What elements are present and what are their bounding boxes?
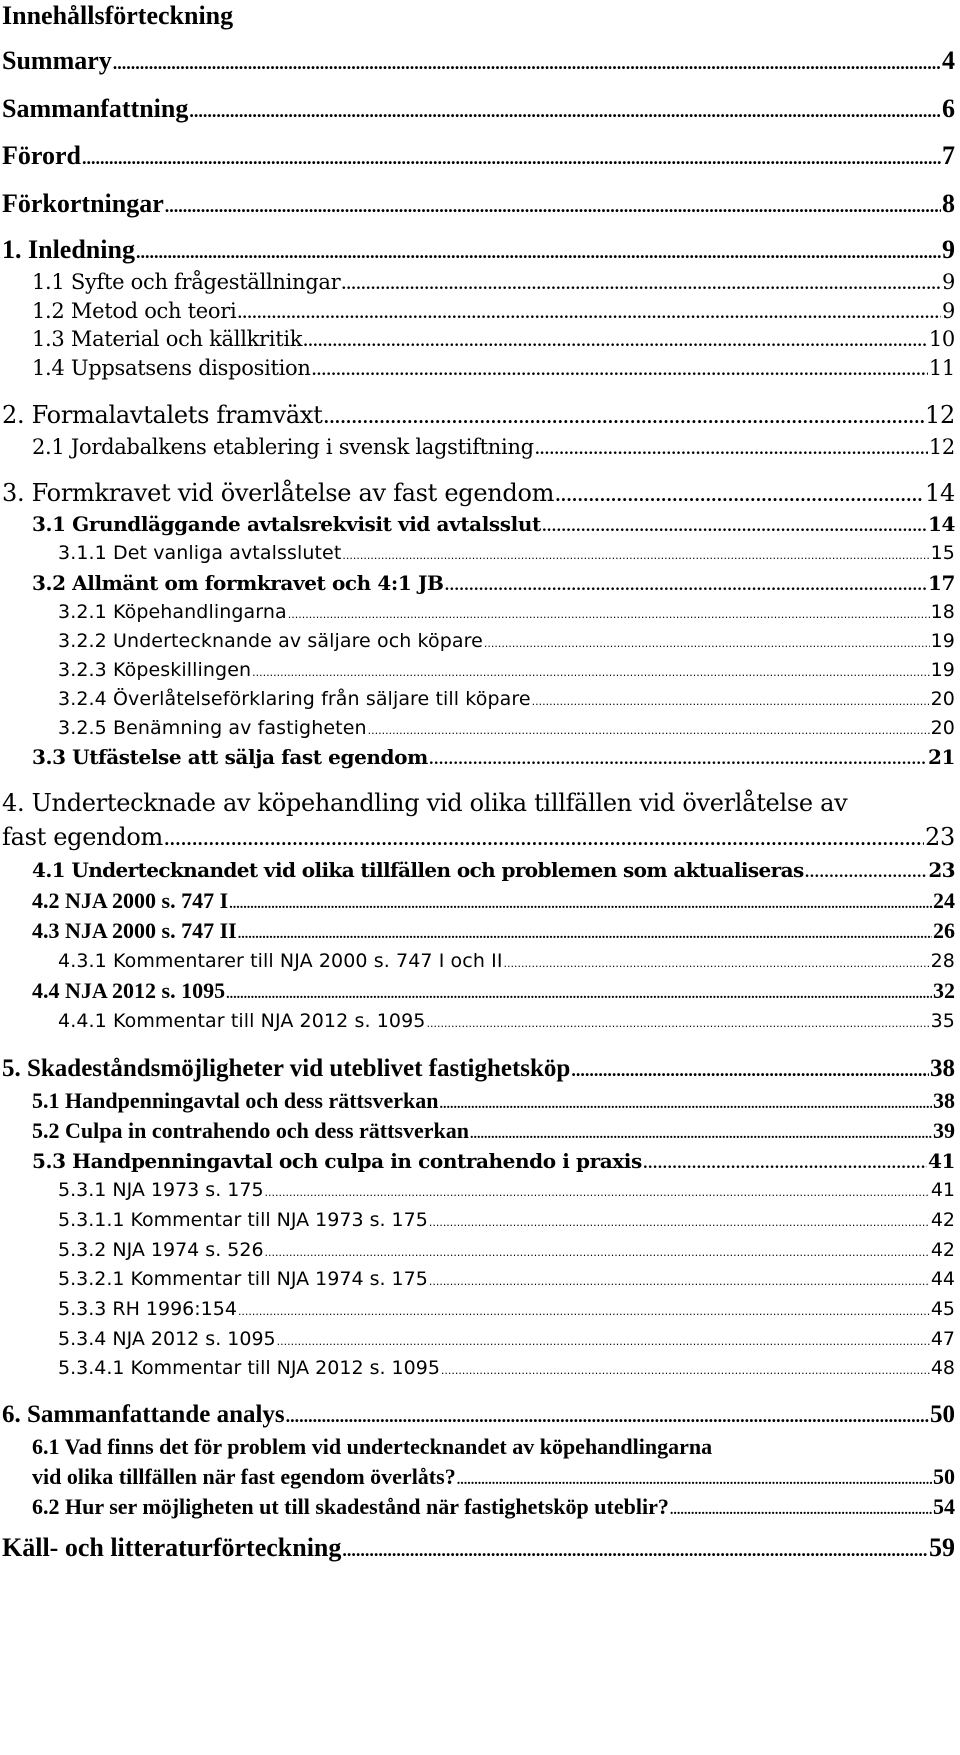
toc-entry-title: 3.2.3 Köpeskillingen <box>58 659 252 681</box>
toc-entry-page: 23 <box>925 823 955 851</box>
toc-entry[interactable] <box>32 1087 955 1115</box>
toc-entry-title: 3.1 Grundläggande avtalsrekvisit vid avtalsslut <box>32 512 541 536</box>
dot-leader <box>252 660 929 686</box>
dot-leader <box>324 402 925 434</box>
toc-entry-page: 28 <box>930 950 955 972</box>
dot-leader <box>555 480 924 512</box>
toc-entry[interactable] <box>32 977 955 1005</box>
toc-entry-title: fast egendom <box>2 823 163 851</box>
dot-leader <box>532 689 930 715</box>
toc-entry-page: 35 <box>930 1010 955 1032</box>
toc-entry-title: 3.2.2 Undertecknande av säljare och köpare <box>58 630 483 652</box>
dot-leader <box>165 189 941 223</box>
toc-entry-title: Förord <box>2 141 81 170</box>
toc-entry-title: 5.2 Culpa in contrahendo och dess rättsverkan <box>32 1118 469 1143</box>
toc-entry-page: 59 <box>929 1533 955 1562</box>
toc-entry[interactable] <box>32 268 955 296</box>
toc-entry-page: 7 <box>942 141 955 170</box>
toc-entry[interactable] <box>58 1237 955 1263</box>
toc-entry-page: 39 <box>933 1118 955 1143</box>
toc-entry-page: 17 <box>927 571 955 595</box>
toc-entry-page: 44 <box>930 1268 955 1290</box>
toc-entry[interactable] <box>32 325 955 353</box>
dot-leader <box>265 1240 930 1266</box>
dot-leader <box>484 631 930 657</box>
toc-entry-page: 42 <box>930 1209 955 1231</box>
dot-leader <box>426 1011 929 1037</box>
toc-entry-page: 20 <box>930 688 955 710</box>
toc-entry[interactable] <box>2 399 955 431</box>
toc-entry-page: 54 <box>933 1494 955 1519</box>
dot-leader <box>535 436 928 464</box>
toc-entry[interactable] <box>2 233 955 267</box>
toc-entry-page: 41 <box>930 1179 955 1201</box>
toc-entry-page: 45 <box>930 1298 955 1320</box>
toc-entry-title: 2. Formalavtalets framväxt <box>2 401 323 429</box>
dot-leader <box>303 328 928 356</box>
dot-leader <box>288 602 930 628</box>
toc-entry-page: 19 <box>930 630 955 652</box>
toc-entry-page: 32 <box>933 978 955 1003</box>
dot-leader <box>82 141 941 175</box>
dot-leader <box>237 300 941 328</box>
toc-heading: Innehållsförteckning <box>2 1 234 30</box>
toc-entry-page: 26 <box>933 918 955 943</box>
dot-leader <box>229 891 932 919</box>
toc-entry[interactable] <box>58 1355 955 1381</box>
dot-leader <box>643 1150 927 1178</box>
toc-entry-page: 12 <box>925 401 955 429</box>
dot-leader <box>341 271 941 299</box>
toc-entry-page: 23 <box>928 858 955 882</box>
toc-entry-title: 3.1.1 Det vanliga avtalsslutet <box>58 542 342 564</box>
toc-entry[interactable] <box>32 887 955 915</box>
dot-leader <box>164 824 924 856</box>
dot-leader <box>571 1053 929 1087</box>
dot-leader <box>136 235 941 269</box>
dot-leader <box>504 951 930 977</box>
toc-entry-page: 50 <box>930 1401 955 1428</box>
toc-entry-page: 18 <box>930 601 955 623</box>
toc-entry-page: 8 <box>942 189 955 218</box>
toc-entry[interactable] <box>58 628 955 654</box>
toc-entry[interactable] <box>58 1266 955 1292</box>
toc-entry-page: 9 <box>941 299 955 323</box>
dot-leader <box>113 46 941 80</box>
toc-entry-page: 6 <box>942 94 955 123</box>
toc-entry[interactable] <box>32 743 955 771</box>
dot-leader <box>226 981 932 1009</box>
toc-entry[interactable] <box>58 657 955 683</box>
toc-entry-page: 15 <box>930 542 955 564</box>
toc-entry-title: 3.2.4 Överlåtelseförklaring från säljare till köpare <box>58 688 531 710</box>
toc-entry[interactable] <box>2 44 955 78</box>
toc-entry-page: 4 <box>942 46 955 75</box>
dot-leader <box>342 543 929 569</box>
toc-entry[interactable] <box>32 1493 955 1521</box>
toc-entry-page: 11 <box>928 356 955 380</box>
dot-leader <box>445 572 927 600</box>
dot-leader <box>429 1269 930 1295</box>
toc-entry-page: 19 <box>930 659 955 681</box>
toc-entry-page: 24 <box>933 888 955 913</box>
toc-entry-title: 1.4 Uppsatsens disposition <box>32 356 311 380</box>
toc-entry-title: 5.1 Handpenningavtal och dess rättsverkan <box>32 1088 439 1113</box>
toc-entry-title: 3.2 Allmänt om formkravet och 4:1 JB <box>32 571 444 595</box>
toc-entry[interactable] <box>32 917 955 945</box>
dot-leader <box>238 1299 930 1325</box>
toc-entry-title: 4.2 NJA 2000 s. 747 I <box>32 888 229 913</box>
toc-entry-first-line[interactable]: 4. Undertecknade av köpehandling vid olika tillfällen vid överlåtelse av <box>2 789 848 817</box>
toc-entry-title: Käll- och litteraturförteckning <box>2 1533 342 1562</box>
toc-entry-title: vid olika tillfällen när fast egendom överlåts? <box>32 1464 456 1489</box>
toc-entry[interactable] <box>58 540 955 566</box>
toc-entry[interactable] <box>2 821 955 853</box>
toc-entry[interactable] <box>2 1398 955 1432</box>
toc-entry-page: 38 <box>930 1055 955 1082</box>
toc-entry[interactable] <box>58 1008 955 1034</box>
toc-entry-title: 5. Skadeståndsmöjligheter vid uteblivet fastighetsköp <box>2 1055 571 1082</box>
dot-leader <box>286 1399 929 1433</box>
dot-leader <box>805 859 928 887</box>
toc-entry-title: 5.3.4 NJA 2012 s. 1095 <box>58 1328 276 1350</box>
toc-entry-title: 3.2.1 Köpehandlingarna <box>58 601 287 623</box>
toc-entry-first-line[interactable]: 6.1 Vad finns det för problem vid undertecknandet av köpehandlingarna <box>32 1434 713 1459</box>
toc-entry-page: 42 <box>930 1239 955 1261</box>
dot-leader <box>368 718 930 744</box>
toc-entry-page: 14 <box>927 512 955 536</box>
toc-entry[interactable] <box>2 139 955 173</box>
toc-entry-title: 4.3 NJA 2000 s. 747 II <box>32 918 237 943</box>
toc-entry-title: Sammanfattning <box>2 94 189 123</box>
dot-leader <box>542 513 927 541</box>
toc-entry[interactable] <box>2 1531 955 1565</box>
toc-entry[interactable] <box>58 948 955 974</box>
dot-leader <box>457 1467 932 1495</box>
toc-entry[interactable] <box>2 187 955 221</box>
toc-entry-title: 5.3.1.1 Kommentar till NJA 1973 s. 175 <box>58 1209 428 1231</box>
toc-entry-title: 5.3.1 NJA 1973 s. 175 <box>58 1179 264 1201</box>
toc-entry-page: 10 <box>928 327 955 351</box>
toc-entry-page: 21 <box>927 745 955 769</box>
toc-entry[interactable] <box>32 354 955 382</box>
toc-entry[interactable] <box>58 1177 955 1203</box>
dot-leader <box>670 1497 932 1525</box>
dot-leader <box>342 1533 928 1567</box>
toc-entry[interactable] <box>32 510 955 538</box>
toc-entry-page: 50 <box>933 1464 955 1489</box>
dot-leader <box>439 1091 932 1119</box>
toc-entry-page: 20 <box>930 717 955 739</box>
toc-entry-title: 1.1 Syfte och frågeställningar <box>32 270 341 294</box>
toc-entry[interactable] <box>58 686 955 712</box>
toc-entry[interactable] <box>58 599 955 625</box>
toc-entry-page: 47 <box>930 1328 955 1350</box>
toc-entry[interactable] <box>32 1463 955 1491</box>
toc-entry-page: 14 <box>925 479 955 507</box>
toc-entry-page: 9 <box>942 235 955 264</box>
toc-entry-title: 4.4 NJA 2012 s. 1095 <box>32 978 226 1003</box>
toc-entry[interactable] <box>58 1326 955 1352</box>
toc-entry-title: 3.2.5 Benämning av fastigheten <box>58 717 367 739</box>
toc-entry-title: 1.3 Material och källkritik <box>32 327 303 351</box>
toc-entry-title: 5.3.2.1 Kommentar till NJA 1974 s. 175 <box>58 1268 428 1290</box>
dot-leader <box>189 94 941 128</box>
toc-entry-title: 5.3.4.1 Kommentar till NJA 2012 s. 1095 <box>58 1357 440 1379</box>
toc-entry[interactable] <box>32 856 955 884</box>
toc-entry-title: Förkortningar <box>2 189 164 218</box>
toc-entry-page: 12 <box>928 435 955 459</box>
toc-entry-title: 4.3.1 Kommentarer till NJA 2000 s. 747 I och II <box>58 950 503 972</box>
toc-entry-title: 4.1 Undertecknandet vid olika tillfällen och problemen som aktualiseras <box>32 858 804 882</box>
toc-entry-title: 4.4.1 Kommentar till NJA 2012 s. 1095 <box>58 1010 426 1032</box>
toc-entry-title: 6. Sammanfattande analys <box>2 1401 285 1428</box>
dot-leader <box>312 357 928 385</box>
dot-leader <box>470 1121 932 1149</box>
toc-entry[interactable] <box>32 1117 955 1145</box>
toc-entry[interactable] <box>32 433 955 461</box>
toc-entry[interactable] <box>2 1052 955 1086</box>
dot-leader <box>238 921 932 949</box>
toc-entry-title: 6.2 Hur ser möjligheten ut till skadestånd när fastighetsköp uteblir? <box>32 1494 669 1519</box>
toc-entry-page: 41 <box>927 1149 955 1173</box>
toc-entry-title: 3. Formkravet vid överlåtelse av fast egendom <box>2 479 555 507</box>
dot-leader <box>429 746 927 774</box>
toc-entry[interactable] <box>32 569 955 597</box>
toc-entry[interactable] <box>58 1207 955 1233</box>
toc-entry-title: 2.1 Jordabalkens etablering i svensk lagstiftning <box>32 435 534 459</box>
toc-entry-page: 38 <box>933 1088 955 1113</box>
dot-leader <box>265 1180 930 1206</box>
toc-entry-title: 5.3.2 NJA 1974 s. 526 <box>58 1239 264 1261</box>
dot-leader <box>441 1358 930 1384</box>
toc-entry-title: Summary <box>2 46 112 75</box>
toc-entry[interactable] <box>32 1147 955 1175</box>
dot-leader <box>277 1329 930 1355</box>
toc-entry[interactable] <box>2 477 955 509</box>
toc-entry[interactable] <box>32 297 955 325</box>
toc-entry-title: 3.3 Utfästelse att sälja fast egendom <box>32 745 428 769</box>
toc-entry-page: 9 <box>941 270 955 294</box>
toc-entry[interactable] <box>2 92 955 126</box>
toc-entry[interactable] <box>58 1296 955 1322</box>
toc-entry-title: 1.2 Metod och teori <box>32 299 237 323</box>
toc-entry-page: 48 <box>930 1357 955 1379</box>
toc-entry-title: 5.3.3 RH 1996:154 <box>58 1298 237 1320</box>
dot-leader <box>429 1210 930 1236</box>
toc-entry-title: 5.3 Handpenningavtal och culpa in contrahendo i praxis <box>32 1149 642 1173</box>
toc-entry[interactable] <box>58 715 955 741</box>
toc-entry-title: 1. Inledning <box>2 235 135 264</box>
